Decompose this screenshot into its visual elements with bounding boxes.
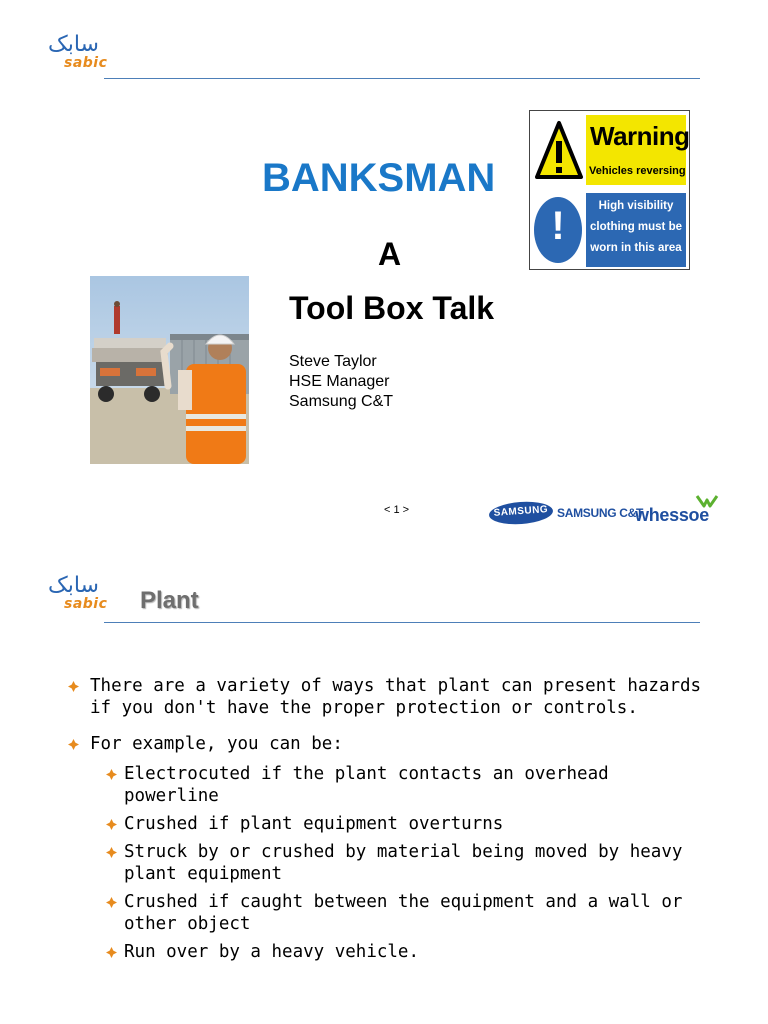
warning-word: Warning [590,121,690,151]
sub-bullet-text: Crushed if plant equipment overturns [124,814,504,834]
presenter-role: HSE Manager [289,373,390,390]
presenter-company: Samsung C&T [289,393,394,410]
warning-triangle-icon [534,119,584,181]
bullet-diamond-icon [68,739,79,750]
sub-bullet-text: Crushed if caught between the equipment and a wall or other object [124,892,683,934]
bullet-diamond-icon [68,681,79,692]
banksman-photo [90,276,249,464]
slide-title: Plant [140,587,199,614]
subtitle-a: A [378,236,402,272]
notice-panel [586,193,686,267]
presenter-info [289,352,393,412]
sub-list-item [106,841,706,885]
slide-2 [0,545,768,1024]
bullet-text: There are a variety of ways that plant can present hazards if you don't have the proper protection or controls. [90,676,702,718]
subtitle-tool-box-talk: Tool Box Talk [289,290,495,326]
sub-list-item [106,891,706,935]
warning-sign [529,110,690,270]
banksman-photo-illustration [90,276,249,464]
sub-list-item [106,763,706,807]
notice-line: worn in this area [590,242,682,254]
list-item [66,733,706,755]
bullet-diamond-icon [106,897,117,908]
notice-line: High visibility [598,200,674,212]
sabic-logo-latin: sabic [64,55,108,71]
sub-bullet-text: Struck by or crushed by material being moved by heavy plant equipment [124,842,683,884]
sabic-logo-latin: sabic [64,596,108,612]
bullet-text: For example, you can be: [90,734,343,754]
notice-line: clothing must be [590,221,682,233]
samsung-logo [488,500,553,526]
sabic-logo-arabic: سابک [48,573,99,598]
sub-list-item [106,941,706,963]
bullet-diamond-icon [106,819,117,830]
samsung-ct-logo: SAMSUNG C&T [557,506,644,520]
bullet-diamond-icon [106,769,117,780]
bullet-diamond-icon [106,947,117,958]
header-rule [104,622,700,623]
samsung-logo-text: SAMSUNG [493,504,549,519]
header-rule [104,78,700,79]
presenter-name: Steve Taylor [289,353,377,370]
sub-bullet-text: Run over by a heavy vehicle. [124,942,420,962]
bullet-list [66,675,706,969]
warning-subtext: Vehicles reversing [589,165,686,177]
exclamation-circle-icon: ! [534,197,582,263]
sub-list-item [106,813,706,835]
bullet-diamond-icon [106,847,117,858]
warning-panel [586,115,690,185]
sabic-logo [48,575,118,615]
mandatory-sign-bottom [530,191,689,269]
slide-title: BANKSMAN [262,156,496,200]
sub-bullet-text: Electrocuted if the plant contacts an overhead powerline [124,764,609,806]
sabic-logo [48,34,118,74]
whessoe-leaf-icon [695,494,719,508]
warning-sign-top [530,111,689,189]
list-item [66,675,706,719]
page-number: < 1 > [384,504,410,516]
sabic-logo-arabic: سابک [48,32,99,57]
whessoe-logo: whessoe [635,505,709,525]
